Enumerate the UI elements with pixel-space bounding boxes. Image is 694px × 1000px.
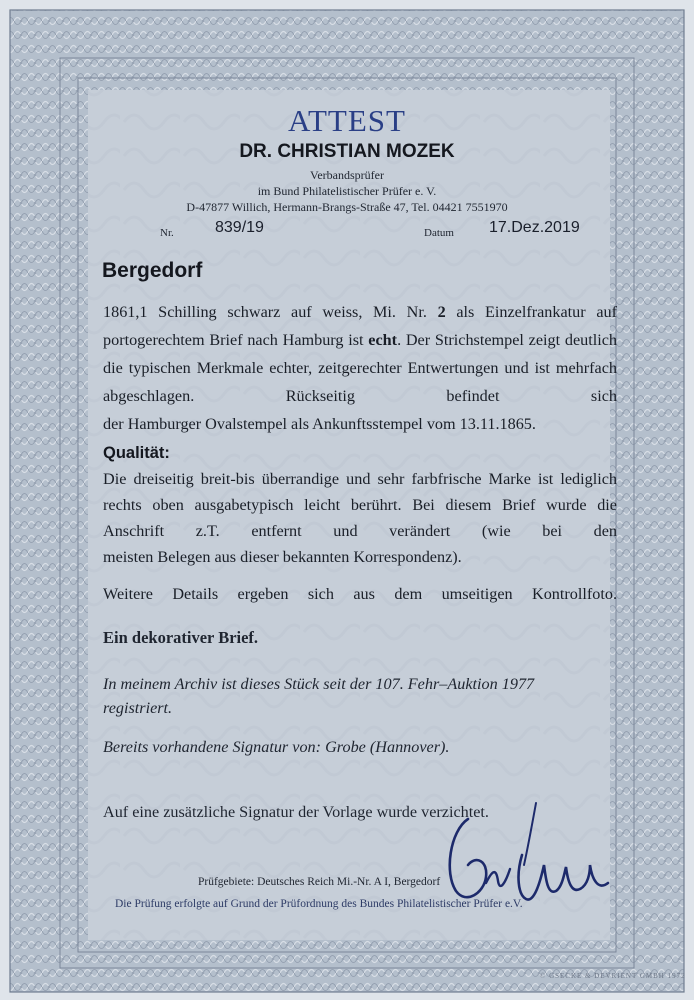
- quality-last-line: meisten Belegen aus dieser bekannten Korrespondenz).: [103, 548, 462, 566]
- examiner-role: Verbandsprüfer: [310, 168, 384, 182]
- description-part-2: als Einzelfrankatur auf portogerechtem Brief nach Hamburg ist: [103, 303, 617, 349]
- description-catalogue-number: 2: [437, 303, 446, 321]
- details-text: Weitere Details ergeben sich aus dem umseitigen Kontrollfoto.: [103, 585, 617, 603]
- archive-note-line-1: In meinem Archiv ist dieses Stück seit der 107. Fehr–Auktion 1977: [103, 675, 535, 693]
- examination-areas: Prüfgebiete: Deutsches Reich Mi.-Nr. A I, Bergedorf: [198, 876, 441, 888]
- waiver-note: Auf eine zusätzliche Signatur der Vorlage wurde verzichtet.: [103, 803, 489, 821]
- description-part-1: 1861,1 Schilling schwarz auf weiss, Mi. Nr.: [103, 303, 438, 321]
- archive-note-line-2: registriert.: [103, 699, 173, 717]
- existing-signature-note: Bereits vorhandene Signatur von: Grobe (Hannover).: [103, 738, 450, 756]
- print-imprint: © GSECKE & DEVRIENT GMBH 1972: [540, 972, 686, 980]
- document-title: ATTEST: [288, 103, 406, 138]
- certificate-date: 17.Dez.2019: [489, 219, 580, 236]
- description-verdict: echt: [368, 331, 398, 349]
- examiner-name: DR. CHRISTIAN MOZEK: [239, 141, 455, 162]
- number-label: Nr.: [160, 227, 174, 239]
- description-part-3: . Der Strichstempel zeigt deutlich die typischen Merkmale echter, zeitgerechter Entwertungen und ist mehrfach abgeschlagen. Rückseitig befindet sich: [103, 331, 617, 405]
- stamp-issue-heading: Bergedorf: [102, 259, 203, 282]
- archive-note: [103, 672, 617, 720]
- certificate-number: 839/19: [215, 219, 264, 236]
- quality-text: Die dreiseitig breit-bis überrandige und sehr farbfrische Marke ist lediglich rechts oben ausgabetypisch leicht berührt. Bei diesem Brief wurde die Anschrift z.T. entfernt und verändert (wie bei den: [103, 470, 617, 540]
- examiner-association: im Bund Philatelistischer Prüfer e. V.: [257, 184, 437, 198]
- date-label: Datum: [424, 227, 454, 239]
- quality-paragraph: [103, 466, 617, 570]
- conclusion-line: Ein dekorativer Brief.: [103, 628, 259, 647]
- description-paragraph: [103, 298, 617, 438]
- quality-heading: Qualität:: [103, 444, 170, 462]
- details-paragraph: [103, 580, 617, 608]
- examiner-address: D-47877 Willich, Hermann-Brangs-Straße 47, Tel. 04421 7551970: [186, 200, 508, 214]
- examination-regulation: Die Prüfung erfolgte auf Grund der Prüfordnung des Bundes Philatelistischer Prüfer e.V.: [115, 898, 523, 910]
- description-last-line: der Hamburger Ovalstempel als Ankunftsstempel vom 13.11.1865.: [103, 415, 536, 433]
